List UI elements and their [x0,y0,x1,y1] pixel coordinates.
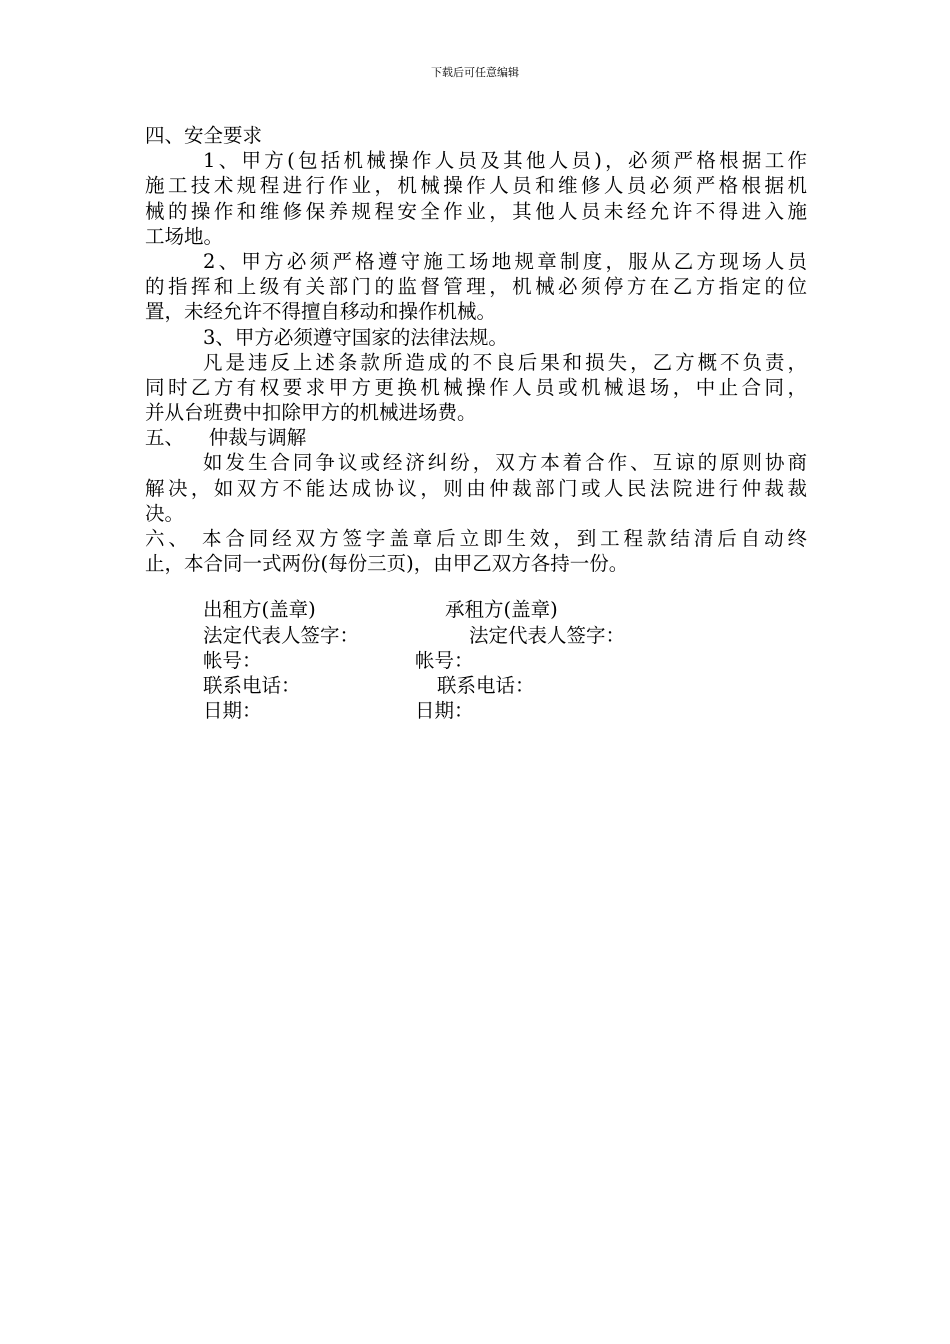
section-4-item-1-line-1: 1、甲方(包括机械操作人员及其他人员)，必须严格根据工作 [203,149,807,173]
signature-row-phone [145,673,807,698]
spacer [145,576,807,597]
signature-row-account [145,648,807,673]
section-4-item-1-line-3: 械的操作和维修保养规程安全作业，其他人员未经允许不得进入施 [145,199,807,223]
section-4-item-3-line-1: 3、甲方必须遵守国家的法律法规。 [203,325,508,349]
lessor-account-label: 帐号： [203,648,262,672]
lessor-representative-label: 法定代表人签字： [203,623,360,647]
lessee-account-label: 帐号： [415,648,474,672]
section-4-heading: 四、安全要求 [145,124,263,147]
section-6-line-2: 止，本合同一式两份(每份三页)，由甲乙双方各持一份。 [145,552,629,576]
section-4-item-1-line-2: 施工技术规程进行作业，机械操作人员和维修人员必须严格根据机 [145,174,807,198]
penalty-clause-line-1: 凡是违反上述条款所造成的不良后果和损失，乙方概不负责， [203,350,807,374]
signature-row-party [145,597,807,622]
lessee-representative-label: 法定代表人签字： [469,623,626,647]
lessee-phone-label: 联系电话： [437,673,535,697]
lessee-date-label: 日期： [415,699,474,723]
section-6-line-1: 六、 本合同经双方签字盖章后立即生效，到工程款结清后自动终 [145,527,807,550]
section-4-item-2-line-2: 的指挥和上级有关部门的监督管理，机械必须停方在乙方指定的位 [145,275,807,299]
lessor-seal-label: 出租方(盖章) [203,598,316,622]
section-4-item-1-line-4: 工场地。 [145,224,224,248]
lessor-phone-label: 联系电话： [203,673,301,697]
lessor-date-label: 日期： [203,699,262,723]
page-header-note: 下载后可任意编辑 [431,66,519,79]
section-5-body-line-3: 决。 [145,501,185,525]
signature-row-representative [145,623,807,648]
lessee-seal-label: 承租方(盖章) [445,598,558,622]
section-4-item-2-line-3: 置，未经允许不得擅自移动和操作机械。 [145,300,497,324]
section-5-heading: 五、 仲裁与调解 [145,426,307,450]
document-body [145,123,807,723]
section-5-body-line-2: 解决，如双方不能达成协议，则由仲裁部门或人民法院进行仲裁裁 [145,476,807,500]
section-5-body-line-1: 如发生合同争议或经济纠纷，双方本着合作、互谅的原则协商 [203,451,807,475]
signature-row-date [145,698,807,723]
penalty-clause-line-2: 同时乙方有权要求甲方更换机械操作人员或机械退场，中止合同， [145,375,807,399]
penalty-clause-line-3: 并从台班费中扣除甲方的机械进场费。 [145,401,477,425]
section-4-item-2-line-1: 2、甲方必须严格遵守施工场地规章制度，服从乙方现场人员 [203,249,807,273]
